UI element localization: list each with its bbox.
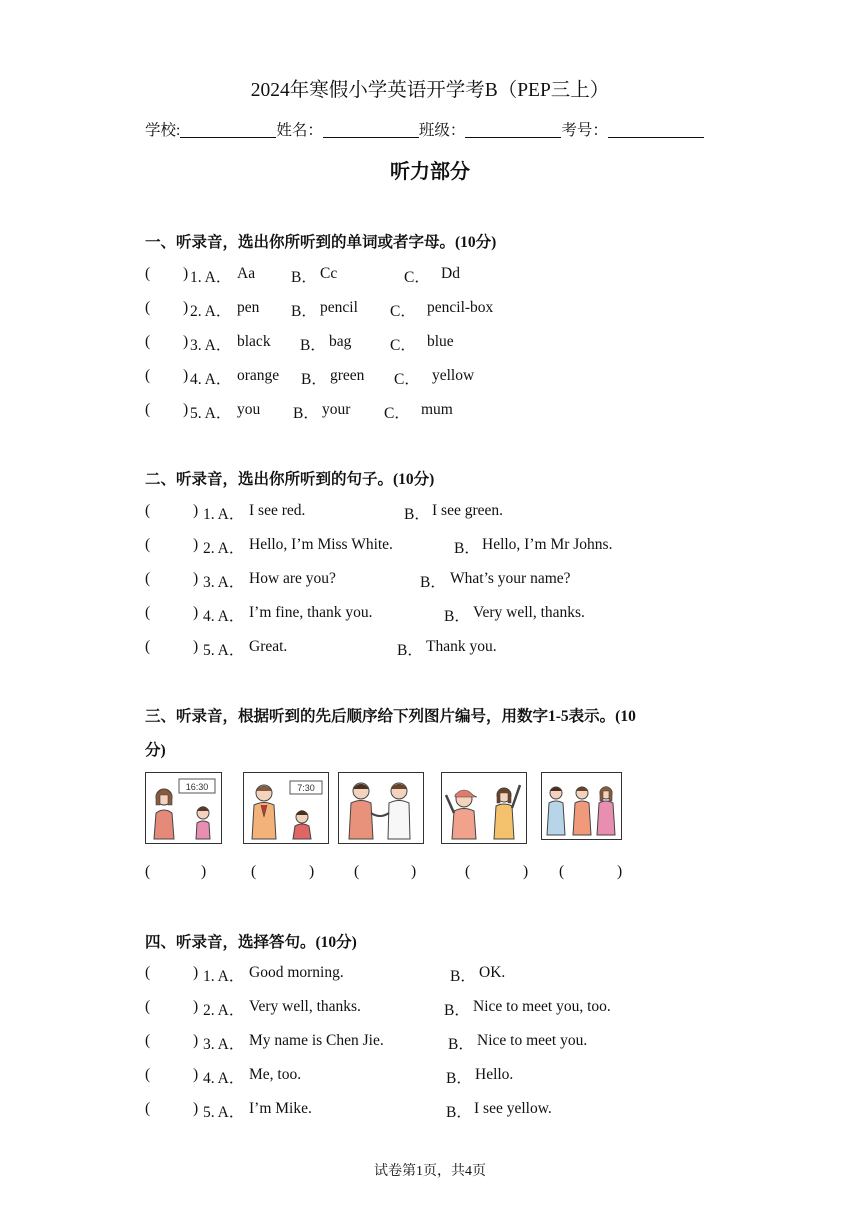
option-b: OK. bbox=[479, 964, 506, 981]
option-b-label: B． bbox=[301, 371, 327, 388]
answer-paren-close: ) bbox=[183, 299, 189, 316]
question-number: 2. A． bbox=[190, 303, 232, 320]
answer-paren-open[interactable]: ( bbox=[145, 1032, 151, 1049]
option-b-label: B． bbox=[446, 1104, 472, 1121]
option-b-label: B． bbox=[444, 1002, 470, 1019]
question-row bbox=[0, 536, 860, 556]
answer-blank-2-open[interactable]: ( bbox=[251, 863, 257, 880]
school-label: 学校: bbox=[145, 122, 181, 139]
question-row bbox=[0, 333, 860, 353]
picture-2 bbox=[243, 772, 329, 844]
option-b-label: B． bbox=[293, 405, 319, 422]
answer-blank-4-close: ) bbox=[523, 863, 529, 880]
option-b-label: B． bbox=[404, 506, 430, 523]
name-blank[interactable] bbox=[323, 122, 419, 138]
question-number: 1. A． bbox=[203, 968, 245, 985]
picture-5 bbox=[541, 772, 622, 840]
option-c: yellow bbox=[432, 367, 475, 384]
question-row bbox=[0, 401, 860, 421]
answer-paren-open[interactable]: ( bbox=[145, 401, 151, 418]
picture-4 bbox=[441, 772, 527, 844]
question-row bbox=[0, 638, 860, 658]
answer-blank-5-close: ) bbox=[617, 863, 623, 880]
question-number: 2. A． bbox=[203, 540, 245, 557]
option-b: Hello, I’m Mr Johns. bbox=[482, 536, 613, 553]
school-blank[interactable] bbox=[180, 122, 276, 138]
question-row bbox=[0, 964, 860, 984]
answer-paren-close: ) bbox=[183, 367, 189, 384]
option-b: What’s your name? bbox=[450, 570, 571, 587]
answer-blank-4-open[interactable]: ( bbox=[465, 863, 471, 880]
section-title: 听力部分 bbox=[390, 161, 470, 183]
option-b-label: B． bbox=[446, 1070, 472, 1087]
option-b: I see green. bbox=[432, 502, 503, 519]
option-c: pencil-box bbox=[427, 299, 494, 316]
answer-paren-open[interactable]: ( bbox=[145, 570, 151, 587]
answer-paren-open[interactable]: ( bbox=[145, 536, 151, 553]
section3-heading: 三、听录音，根据听到的先后顺序给下列图片编号，用数字1-5表示。(10 bbox=[145, 708, 636, 725]
class-label: 班级： bbox=[418, 122, 466, 139]
section4-heading: 四、听录音，选择答句。(10分) bbox=[145, 934, 357, 951]
answer-paren-close: ) bbox=[193, 1100, 199, 1117]
option-b: Very well, thanks. bbox=[473, 604, 585, 621]
answer-paren-open[interactable]: ( bbox=[145, 333, 151, 350]
question-number: 3. A． bbox=[203, 1036, 245, 1053]
option-c-label: C． bbox=[404, 269, 430, 286]
option-b: Nice to meet you. bbox=[477, 1032, 588, 1049]
answer-blank-1-open[interactable]: ( bbox=[145, 863, 151, 880]
question-number: 4. A． bbox=[203, 608, 245, 625]
question-number: 3. A． bbox=[203, 574, 245, 591]
page-footer: 试卷第1页，共4页 bbox=[374, 1164, 486, 1179]
answer-paren-close: ) bbox=[193, 1032, 199, 1049]
section1-heading: 一、听录音，选出你所听到的单词或者字母。(10分) bbox=[145, 234, 497, 251]
option-a: I’m Mike. bbox=[249, 1100, 312, 1117]
option-b-label: B． bbox=[291, 303, 317, 320]
answer-blank-3-close: ) bbox=[411, 863, 417, 880]
option-a: Aa bbox=[237, 265, 256, 282]
question-row bbox=[0, 1100, 860, 1120]
question-row bbox=[0, 998, 860, 1018]
option-c: mum bbox=[421, 401, 453, 418]
answer-blank-3-open[interactable]: ( bbox=[354, 863, 360, 880]
question-number: 5. A． bbox=[203, 642, 245, 659]
option-a: Very well, thanks. bbox=[249, 998, 361, 1015]
question-row bbox=[0, 570, 860, 590]
answer-blank-1-close: ) bbox=[201, 863, 207, 880]
option-a: My name is Chen Jie. bbox=[249, 1032, 384, 1049]
option-c-label: C． bbox=[390, 337, 416, 354]
answer-paren-close: ) bbox=[193, 1066, 199, 1083]
option-b: bag bbox=[329, 333, 352, 350]
section2-heading: 二、听录音，选出你所听到的句子。(10分) bbox=[145, 471, 435, 488]
option-c-label: C． bbox=[394, 371, 420, 388]
answer-paren-open[interactable]: ( bbox=[145, 299, 151, 316]
answer-paren-close: ) bbox=[193, 964, 199, 981]
question-number: 5. A． bbox=[203, 1104, 245, 1121]
option-b-label: B． bbox=[454, 540, 480, 557]
answer-paren-open[interactable]: ( bbox=[145, 604, 151, 621]
answer-paren-close: ) bbox=[193, 604, 199, 621]
answer-paren-close: ) bbox=[193, 502, 199, 519]
option-b: pencil bbox=[320, 299, 358, 316]
option-a: Great. bbox=[249, 638, 288, 655]
question-number: 4. A． bbox=[203, 1070, 245, 1087]
option-a: black bbox=[237, 333, 271, 350]
answer-paren-close: ) bbox=[193, 536, 199, 553]
question-row bbox=[0, 604, 860, 624]
option-b-label: B． bbox=[444, 608, 470, 625]
option-b: Nice to meet you, too. bbox=[473, 998, 611, 1015]
option-a: Me, too. bbox=[249, 1066, 302, 1083]
option-a: orange bbox=[237, 367, 280, 384]
option-c: Dd bbox=[441, 265, 460, 282]
option-a: I see red. bbox=[249, 502, 306, 519]
option-b-label: B． bbox=[300, 337, 326, 354]
answer-paren-open[interactable]: ( bbox=[145, 1066, 151, 1083]
answer-paren-close: ) bbox=[193, 638, 199, 655]
option-b: your bbox=[322, 401, 351, 418]
picture-1 bbox=[145, 772, 222, 844]
answer-paren-open[interactable]: ( bbox=[145, 265, 151, 282]
answer-paren-open[interactable]: ( bbox=[145, 638, 151, 655]
student-info-line bbox=[145, 118, 704, 140]
answer-paren-open[interactable]: ( bbox=[145, 367, 151, 384]
option-b-label: B． bbox=[397, 642, 423, 659]
option-a: How are you? bbox=[249, 570, 336, 587]
question-number: 2. A． bbox=[203, 1002, 245, 1019]
answer-paren-close: ) bbox=[193, 570, 199, 587]
answer-paren-open[interactable]: ( bbox=[145, 1100, 151, 1117]
answer-paren-close: ) bbox=[183, 265, 189, 282]
option-b-label: B． bbox=[291, 269, 317, 286]
option-a: Hello, I’m Miss White. bbox=[249, 536, 393, 553]
answer-paren-close: ) bbox=[183, 401, 189, 418]
option-a: you bbox=[237, 401, 261, 418]
option-b: Thank you. bbox=[426, 638, 497, 655]
answer-paren-open[interactable]: ( bbox=[145, 964, 151, 981]
picture-3 bbox=[338, 772, 424, 844]
question-number: 5. A． bbox=[190, 405, 232, 422]
option-c-label: C． bbox=[390, 303, 416, 320]
option-b: green bbox=[330, 367, 365, 384]
question-row bbox=[0, 502, 860, 522]
option-b: Cc bbox=[320, 265, 338, 282]
number-blank[interactable] bbox=[608, 122, 704, 138]
question-number: 1. A． bbox=[190, 269, 232, 286]
option-b-label: B． bbox=[448, 1036, 474, 1053]
question-number: 3. A． bbox=[190, 337, 232, 354]
clock-730-text: 7:30 bbox=[297, 783, 315, 793]
section3-heading-cont: 分) bbox=[145, 742, 166, 759]
class-blank[interactable] bbox=[465, 122, 561, 138]
clock-1630-text: 16:30 bbox=[185, 782, 209, 792]
option-b-label: B． bbox=[450, 968, 476, 985]
option-b: Hello. bbox=[475, 1066, 514, 1083]
name-label: 姓名： bbox=[276, 122, 323, 139]
option-a: Good morning. bbox=[249, 964, 344, 981]
answer-paren-close: ) bbox=[183, 333, 189, 350]
picture-answer-row bbox=[0, 863, 860, 883]
option-a: pen bbox=[237, 299, 260, 316]
page-title: 2024年寒假小学英语开学考B（PEP三上） bbox=[250, 80, 610, 101]
answer-blank-2-close: ) bbox=[309, 863, 315, 880]
answer-paren-open[interactable]: ( bbox=[145, 998, 151, 1015]
option-a: I’m fine, thank you. bbox=[249, 604, 373, 621]
answer-paren-open[interactable]: ( bbox=[145, 502, 151, 519]
option-b: I see yellow. bbox=[474, 1100, 552, 1117]
question-number: 1. A． bbox=[203, 506, 245, 523]
answer-paren-close: ) bbox=[193, 998, 199, 1015]
question-row bbox=[0, 265, 860, 285]
question-row bbox=[0, 299, 860, 319]
question-row bbox=[0, 1066, 860, 1086]
question-row bbox=[0, 367, 860, 387]
option-b-label: B． bbox=[420, 574, 446, 591]
option-c-label: C． bbox=[384, 405, 410, 422]
number-label: 考号： bbox=[561, 122, 608, 139]
question-row bbox=[0, 1032, 860, 1052]
question-number: 4. A． bbox=[190, 371, 232, 388]
answer-blank-5-open[interactable]: ( bbox=[559, 863, 565, 880]
option-c: blue bbox=[427, 333, 454, 350]
